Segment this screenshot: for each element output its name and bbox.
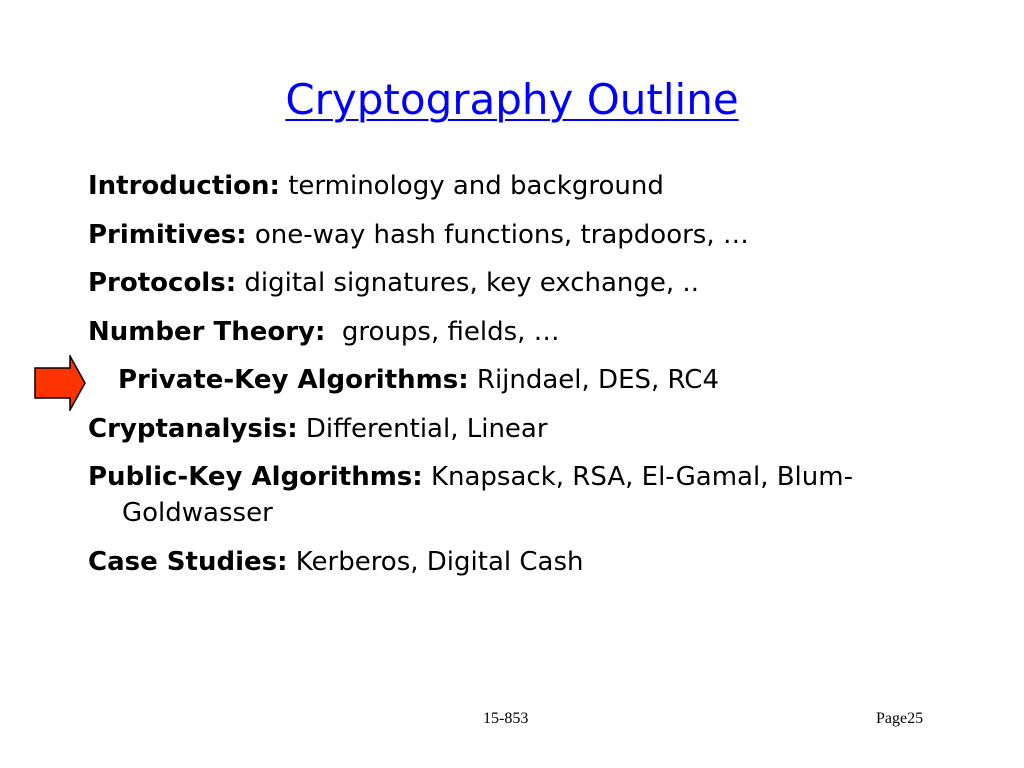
outline-item-private-key-algorithms [88,362,928,398]
outline-item-primitives [88,217,928,253]
item-text: Knapsack, RSA, El-Gamal, Blum-Goldwasser [122,462,853,528]
outline-item-cryptanalysis [88,411,928,447]
outline-item-introduction [88,168,928,204]
outline-item-protocols [88,265,928,301]
outline-item-public-key-algorithms [88,459,928,531]
item-text: one-way hash functions, trapdoors, … [254,219,749,250]
item-text: digital signatures, key exchange, .. [244,268,699,298]
item-label: Case Studies: [88,546,288,577]
outline-item-case-studies [88,544,928,580]
footer-course-number: 15-853 [483,710,529,727]
right-arrow-icon [34,355,86,411]
outline-list [88,168,928,592]
item-label: Protocols: [88,268,237,298]
item-text: Rijndael, DES, RC4 [476,365,719,395]
footer-page-number: Page25 [876,710,924,727]
slide-title: Cryptography Outline [285,75,739,124]
item-text: terminology and background [288,171,664,201]
item-label: Number Theory: [88,316,326,347]
item-text: Kerberos, Digital Cash [295,546,584,577]
item-text: groups, fields, … [341,316,560,347]
item-label: Private-Key Algorithms: [118,365,469,395]
item-label: Cryptanalysis: [88,413,298,444]
item-text: Differential, Linear [305,413,548,444]
item-label: Public-Key Algorithms: [88,462,423,492]
item-label: Introduction: [88,171,280,201]
outline-item-number-theory [88,314,928,350]
item-label: Primitives: [88,219,247,250]
